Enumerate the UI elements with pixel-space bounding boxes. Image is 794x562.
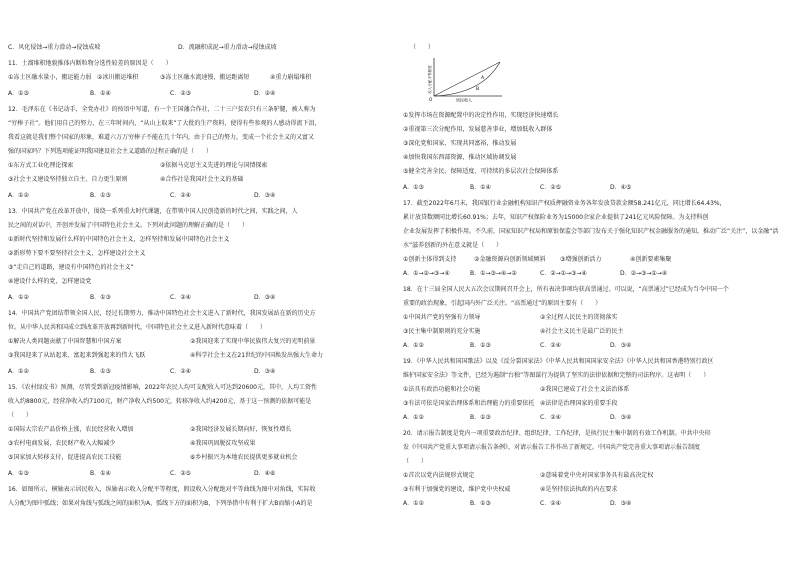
left-line-46: ①国际大宗农产品价格上涨，农民经营收入增加 <box>8 426 134 433</box>
left-line-52: A．①③ <box>8 470 29 477</box>
left-line-3: ①冻土区融水量小，搬运能力弱 <box>8 74 92 81</box>
diagonal-line <box>434 62 500 96</box>
right-line-10: 17．截至2022年6月末，我国银行业金融机构知识产权质押融资业务各年发放贷款金额58.241亿元，同比增长64.43%， <box>403 200 726 207</box>
left-line-23: 13．中国共产党在改革开放中，围绕一系列重大时代课题，在带领中国人民创造新的时代之间，实践之间，人 <box>8 208 298 215</box>
left-line-14: 强的国家吗？下列选项能证明我国建设社会主义道路的过程正确的是（ ） <box>8 148 213 155</box>
left-line-42: D．③④ <box>254 368 276 375</box>
left-line-56: 16．如图所示，横轴表示居民收入，纵轴表示收入分配平等程度，假设收入分配绝对平等曲线为图中对角线，实际收 <box>8 486 316 493</box>
left-line-41: C．②④ <box>170 368 191 375</box>
left-line-24: 民之间的对话中，开创并发展了中国特色社会主义。下列对此问题的理解正确的是（ ） <box>8 222 249 229</box>
right-line-3: ③深化党和国家，实现共同富裕，推动发展 <box>403 140 517 147</box>
origin-label: O <box>429 97 433 102</box>
right-line-6: A．①③ <box>403 184 424 191</box>
left-line-1: D．流融积成泥→重力滑动→侵蚀成坡 <box>178 44 277 51</box>
label-a: A <box>481 76 485 81</box>
right-line-49: A．①② <box>403 500 424 507</box>
right-line-18: A．①→②→③→④ <box>403 270 450 277</box>
left-line-13: 我看这就是我们整个国家的形象，难道六万万穷棒子不能在几十年内，由于自己的努力，变成一个社会主义的又富又 <box>8 134 315 141</box>
right-line-50: B．①③ <box>470 500 491 507</box>
right-line-39: B．①③ <box>470 414 491 421</box>
right-line-2: ②重视第三次分配作用，发展慈善事业，增加低收入群体 <box>403 126 553 133</box>
right-line-9: D．④⑤ <box>610 184 632 191</box>
left-line-40: B．①③ <box>90 368 111 375</box>
right-line-23: 重要的政治现象，引起国内外广泛关注。“高票通过”的原因主要有（ ） <box>403 300 602 307</box>
right-line-12: 企业发展发挥了积极作用。不久前，国家知识产权局和原银保监会等部门发布关于强化知识产权金融服务的通知，推动广泛“关注”，以金融“活 <box>403 228 779 235</box>
right-line-31: D．③④ <box>610 342 632 349</box>
left-line-33: 14．中国共产党团结带领全国人民，经过长期努力，推动中国特色社会主义进入了新时代，我国发展站在新的历史方 <box>8 310 316 317</box>
right-line-48: ④是坚持依法执政的内在要求 <box>540 486 618 493</box>
left-line-12: “穷棒子社”。他们用自己的努力，在三年时间内，“从山上取来”了大批的生产资料，使得有些参观的人感动得流下泪， <box>8 120 321 127</box>
label-b: B <box>476 87 480 92</box>
left-line-10: D．②④ <box>254 90 276 97</box>
right-line-40: C．②④ <box>540 414 561 421</box>
left-line-28: ④建设什么样的党，怎样建设党 <box>8 278 92 285</box>
left-line-31: C．②④ <box>170 294 191 301</box>
right-line-43: 发《中国共产党重大事项请示报告条例》，对请示报告工作作出了新规定。中国共产党完善重大事项请示报告制度 <box>403 444 701 451</box>
right-line-19: B．①→③→④→② <box>470 270 517 277</box>
right-line-5: ⑤健全完善全民、保障适度、可持续的多层次社会保障体系 <box>403 168 559 175</box>
left-line-43: 15．《农村绿皮书》预测，尽管受到新冠疫情影响，2022年农民人均可支配收入可达到20600元，其中，人均工资性 <box>8 384 317 391</box>
left-line-55: D．④⑥ <box>254 470 276 477</box>
right-line-29: B．①③ <box>470 342 491 349</box>
left-line-57: 入分配为图中弧线；如果对角线与弧线之间的面积为A，弧线下方的面积为B，下列举措中有利于扩大B而缩小A的是 <box>8 500 313 507</box>
left-line-8: B．①④ <box>90 90 111 97</box>
right-line-32: 19．《中华人民共和国国歌法》以及《反分裂国家法》《中华人民共和国国家安全法》《中华人民共和国香港特别行政区 <box>403 358 714 365</box>
right-line-47: ③有利于加强党的建设，维护党中央权威 <box>403 486 511 493</box>
left-line-47: ②我国经济发展长期向好，恢复性增长 <box>190 426 292 433</box>
left-line-50: ⑤国家加大转移支付，促进提高农民工技能 <box>8 454 122 461</box>
right-line-16: ③增强创新活力 <box>560 256 602 263</box>
right-line-22: 18．在十三届全国人民大五次会议期间召开会上，所有表决事项均获高票通过。可以说，“高票通过”已经成为当今中国一个 <box>403 286 729 293</box>
right-line-34: ①法具有政治功能和社会功能 <box>403 386 481 393</box>
left-line-44: 收入约8800元，经营净收入约7100元，财产净收入约500元，转移净收入约4200元，基于这一预测的依据可能是 <box>8 398 312 405</box>
right-line-42: 20．请示报告制度是党内一项重要政治纪律、组织纪律、工作纪律，是执行民主集中制的有效工作机制。中共中央印 <box>403 430 711 437</box>
left-line-9: C．②③ <box>170 90 191 97</box>
right-line-28: A．①② <box>403 342 424 349</box>
left-line-19: A．①② <box>8 192 29 199</box>
left-line-37: ③我国迎来了从站起来、富起来到强起来的伟大飞跃 <box>8 352 146 359</box>
right-line-52: D．③④ <box>610 500 632 507</box>
left-line-38: ④科学社会主义在21世纪的中国焕发出强大生命力 <box>190 352 324 359</box>
right-line-35: ②我国已建成了社会主义法治体系 <box>540 386 630 393</box>
left-line-48: ③农村电商发展，农民财产收入大幅减少 <box>8 440 116 447</box>
left-line-27: ③“走自己的道路，建设有中国特色的社会主义” <box>8 264 134 271</box>
right-line-0: （ ） <box>410 44 435 51</box>
left-line-2: 11．土溜堆积地貌推体内断粒物分选性较差的原因是（ ） <box>8 60 172 67</box>
left-line-45: （ ） <box>8 412 33 419</box>
right-line-41: D．③④ <box>610 414 632 421</box>
right-line-45: ①首次以党内法规形式规定 <box>403 472 475 479</box>
left-line-32: D．③④ <box>254 294 276 301</box>
right-line-14: ①创新主体得到支持 <box>403 256 457 263</box>
right-line-21: D．②→③→①→④ <box>620 270 668 277</box>
left-line-51: ⑥乡村振兴为本地农民提供更多就业机会 <box>190 454 298 461</box>
right-line-7: B．①④ <box>470 184 491 191</box>
right-line-24: ①中国共产党的坚强有力领导 <box>403 314 481 321</box>
left-line-7: A．①③ <box>8 90 29 97</box>
left-line-25: ①新时代坚持和发展什么样的中国特色社会主义，怎样坚持和发展中国特色社会主义 <box>8 236 230 243</box>
right-line-44: （ ） <box>403 458 428 465</box>
left-line-34: 位。从中华人民共和国成立到改革开放再到新时代，中国特色社会主义进入新时代意味着（ ） <box>8 324 267 331</box>
right-line-13: 水”滋养创新的外在意义就是（ ） <box>403 242 503 249</box>
left-line-17: ③社会主义建设坚持独立自主、自力更生原则 <box>8 176 128 183</box>
left-line-20: B．①③ <box>90 192 111 199</box>
right-line-38: A．①② <box>403 414 424 421</box>
left-line-26: ②新形势下要不要坚持社会主义，怎样建设社会主义 <box>8 250 146 257</box>
left-line-15: ①东方式工业化理论探索 <box>8 162 74 169</box>
left-line-4: ②冰川搬运堆积 <box>97 74 139 81</box>
left-line-35: ①解决人类问题贡献了中国智慧和中国方案 <box>8 338 122 345</box>
right-line-51: C．②④ <box>540 500 561 507</box>
left-line-5: ③冻土区融水流速慢，搬运距离短 <box>160 74 250 81</box>
right-line-8: C．②⑤ <box>540 184 561 191</box>
right-line-36: ③有法可依是国家治理体系和治理能力的重要依托 <box>403 400 535 407</box>
left-line-29: A．①② <box>8 294 29 301</box>
left-line-30: B．①③ <box>90 294 111 301</box>
left-line-53: B．①④ <box>90 470 111 477</box>
income-distribution-chart <box>426 56 504 102</box>
right-line-15: ②金融资源向创新领域倾斜 <box>474 256 546 263</box>
right-line-37: ④法律是治理国家的重要手段 <box>540 400 618 407</box>
left-line-11: 12．毛泽东在《书记动手，全党办社》的按语中写道，有一个王国藩合作社，二十三户贫农只有三条驴腿，被人称为 <box>8 106 316 113</box>
right-line-26: ③民主集中制原则的充分实施 <box>403 328 481 335</box>
right-line-11: 累计放贷数额同比增长60.91%；去年，知识产权保险业务为15000余家企业提供了241亿元风险保障。为支持科创 <box>403 214 709 221</box>
left-line-22: D．③④ <box>254 192 276 199</box>
right-line-20: C．②→①→③→④ <box>540 270 587 277</box>
right-line-1: ①发挥市场在资源配置中的决定性作用，实现经济快速增长 <box>403 112 559 119</box>
right-line-27: ④社会主义民主是最广泛的民主 <box>540 328 624 335</box>
left-line-54: C．②⑤ <box>170 470 191 477</box>
right-line-46: ②意味着党中央对国家事务具有最高决定权 <box>540 472 654 479</box>
left-line-21: C．②④ <box>170 192 191 199</box>
left-line-6: ④重力崩塌堆积 <box>270 74 312 81</box>
right-line-25: ②全过程人民民主的贯彻落实 <box>540 314 618 321</box>
right-line-33: 维护国家安全法》等文件，已经为遏制“台独”等图谋行为提供了坚实的法律依据和完整的司法程序。这表明（ ） <box>403 372 710 379</box>
left-line-0: C．风化侵蚀→重力滑动→侵蚀成坡 <box>8 44 101 51</box>
right-line-4: ④加快我国东西部资源，推动区域协调发展 <box>403 154 517 161</box>
y-axis-label: 收入分配平等程度 <box>428 65 432 94</box>
left-line-39: A．①② <box>8 368 29 375</box>
right-line-17: ④创新要素集聚 <box>630 256 672 263</box>
x-axis-label: 居民收入 <box>456 97 472 102</box>
left-line-36: ②我国迎来了实现中华民族伟大复兴的光明前景 <box>190 338 316 345</box>
right-line-30: C．②④ <box>540 342 561 349</box>
left-line-16: ②依据马克思主义先进的理论与国情探索 <box>160 162 268 169</box>
left-line-49: ④我国巩固脱贫攻坚成果 <box>190 440 256 447</box>
left-line-18: ④合作社是我国社会主义的基础 <box>160 176 244 183</box>
